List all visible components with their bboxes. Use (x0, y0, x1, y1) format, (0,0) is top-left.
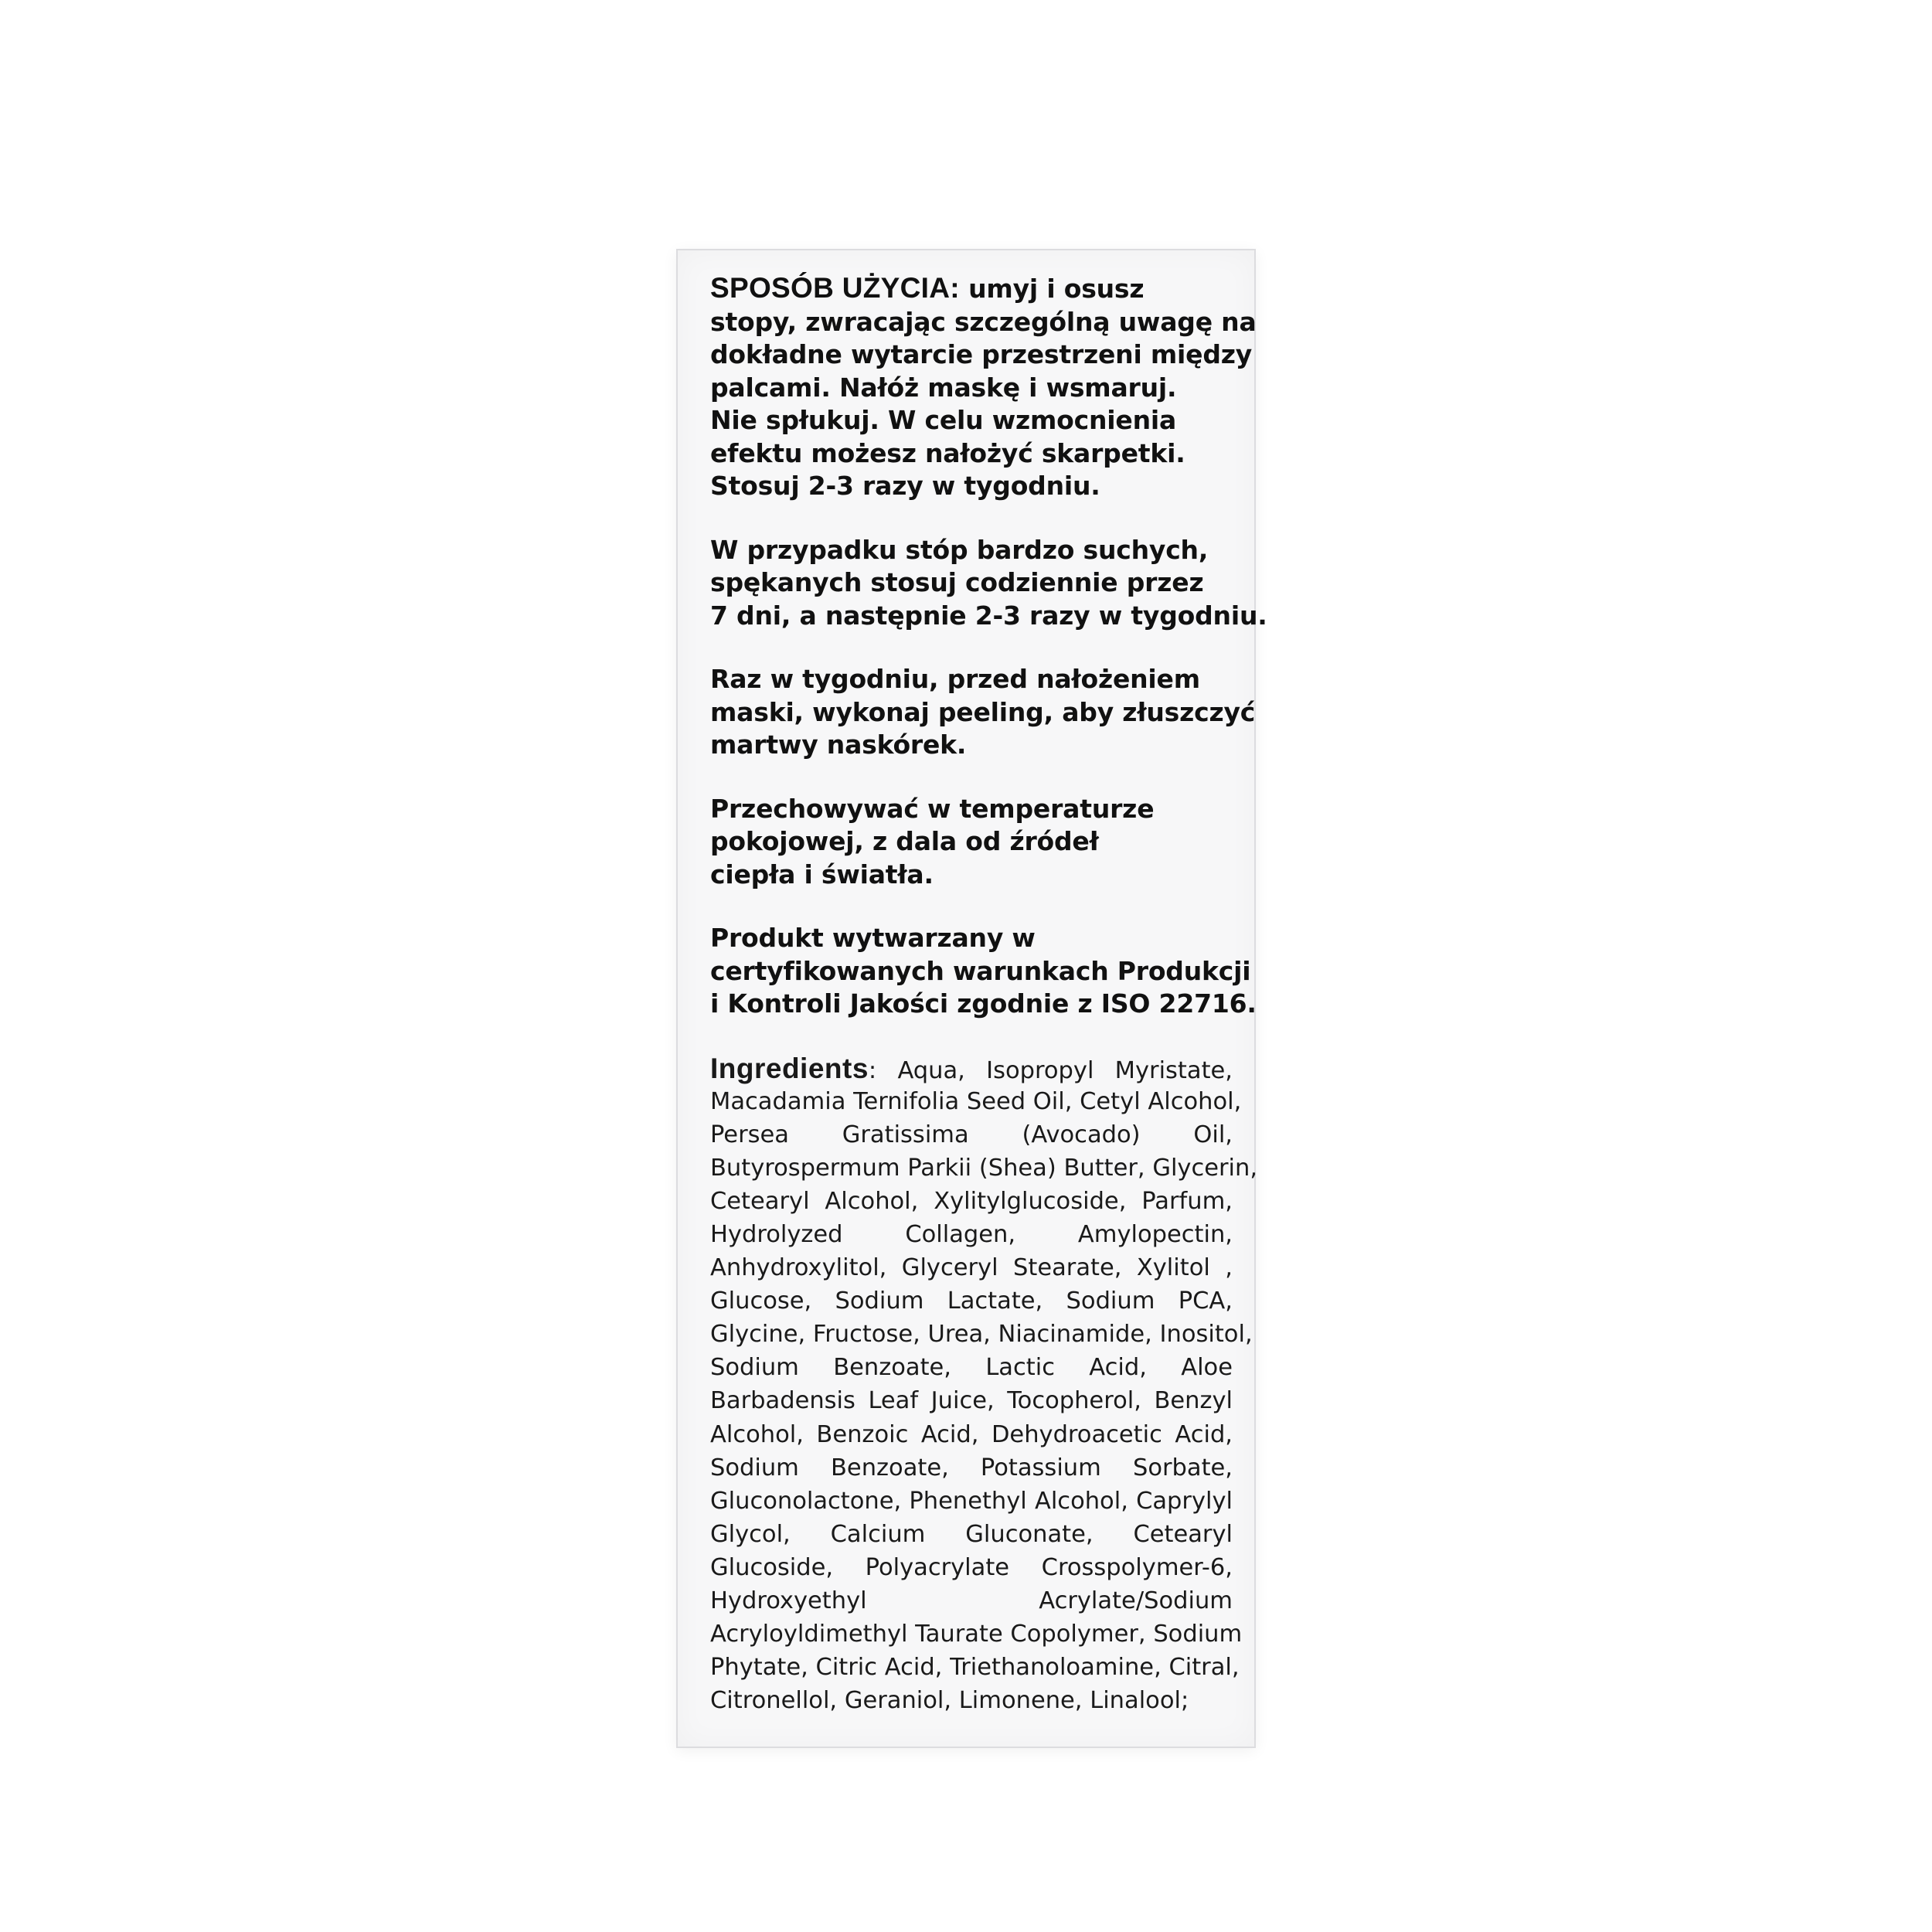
ingredients-line: Anhydroxylitol, Glyceryl Stearate, Xylitol , (710, 1254, 1233, 1282)
usage-heading: SPOSÓB UŻYCIA: (710, 272, 960, 304)
ingredients-line: Sodium Benzoate, Lactic Acid, Aloe (710, 1354, 1233, 1382)
storage-line: ciepła i światła. (710, 859, 934, 889)
storage-line: Przechowywać w temperaturze (710, 793, 1155, 824)
ingredients-first-line (710, 1052, 1233, 1085)
ingredients-line: : Aqua, Isopropyl Myristate, (868, 1056, 1233, 1084)
storage-line: pokojowej, z dala od źródeł (710, 826, 1099, 856)
usage-instructions (710, 272, 1257, 503)
usage-first-line (710, 272, 1233, 306)
certification-note (710, 922, 1257, 1021)
usage-line: umyj i osusz (959, 274, 1145, 304)
ingredients-list (710, 1052, 1258, 1718)
ingredients-line: Glucoside, Polyacrylate Crosspolymer-6, (710, 1553, 1233, 1581)
ingredients-line: Cetearyl Alcohol, Xylitylglucoside, Parfum, (710, 1187, 1233, 1215)
usage-line: dokładne wytarcie przestrzeni między (710, 339, 1253, 369)
ingredients-line: Alcohol, Benzoic Acid, Dehydroacetic Acid, (710, 1420, 1233, 1448)
product-label-card (676, 249, 1267, 1748)
label-text-block (710, 272, 1267, 1717)
ingredients-line: Citronellol, Geraniol, Limonene, Linalool; (710, 1687, 1189, 1715)
ingredients-line: Glycine, Fructose, Urea, Niacinamide, Inositol, (710, 1321, 1253, 1349)
ingredients-line: Persea Gratissima (Avocado) Oil, (710, 1121, 1233, 1148)
ingredients-line: Glucose, Sodium Lactate, Sodium PCA, (710, 1287, 1233, 1315)
ingredients-line: Sodium Benzoate, Potassium Sorbate, (710, 1454, 1233, 1481)
peeling-line: Raz w tygodniu, przed nałożeniem (710, 664, 1200, 694)
ingredients-heading: Ingredients (710, 1052, 869, 1084)
usage-line: stopy, zwracając szczególną uwagę na (710, 306, 1257, 337)
usage-line: efektu możesz nałożyć skarpetki. (710, 437, 1185, 468)
certification-line: Produkt wytwarzany w (710, 923, 1036, 953)
certification-line: certyfikowanych warunkach Produkcji (710, 955, 1251, 986)
certification-line: i Kontroli Jakości zgodnie z ISO 22716. (710, 988, 1257, 1019)
dry-feet-line: spękanych stosuj codziennie przez (710, 567, 1204, 597)
peeling-instructions (710, 663, 1256, 762)
usage-line: Stosuj 2-3 razy w tygodniu. (710, 471, 1100, 501)
ingredients-line: Barbadensis Leaf Juice, Tocopherol, Benzyl (710, 1387, 1233, 1415)
peeling-line: maski, wykonaj peeling, aby złuszczyć (710, 696, 1256, 727)
ingredients-line: Gluconolactone, Phenethyl Alcohol, Caprylyl (710, 1487, 1233, 1515)
usage-line: palcami. Nałóż maskę i wsmaruj. (710, 372, 1177, 403)
ingredients-line: Macadamia Ternifolia Seed Oil, Cetyl Alcohol, (710, 1087, 1242, 1115)
ingredients-line: Glycol, Calcium Gluconate, Cetearyl (710, 1520, 1233, 1548)
dry-feet-line: W przypadku stóp bardzo suchych, (710, 534, 1209, 565)
ingredients-line: Butyrospermum Parkii (Shea) Butter, Glycerin, (710, 1154, 1258, 1182)
usage-line: Nie spłukuj. W celu wzmocnienia (710, 405, 1177, 435)
peeling-line: martwy naskórek. (710, 730, 967, 760)
ingredients-line: Hydrolyzed Collagen, Amylopectin, (710, 1220, 1233, 1248)
dry-feet-line: 7 dni, a następnie 2-3 razy w tygodniu. (710, 600, 1267, 631)
ingredients-line: Acryloyldimethyl Taurate Copolymer, Sodium (710, 1621, 1243, 1648)
storage-instructions (710, 793, 1233, 892)
ingredients-line: Phytate, Citric Acid, Triethanoloamine, Citral, (710, 1654, 1240, 1682)
dry-feet-instructions (710, 534, 1267, 633)
ingredients-line: Hydroxyethyl Acrylate/Sodium (710, 1587, 1233, 1614)
